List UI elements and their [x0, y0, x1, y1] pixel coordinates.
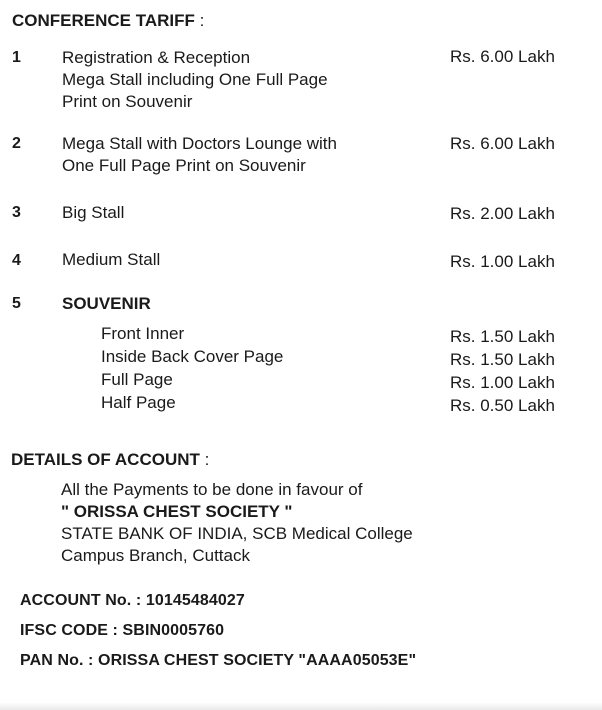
souvenir-number: 5: [12, 295, 21, 312]
account-number: ACCOUNT No. : 10145484027: [20, 592, 245, 609]
souvenir-row-price: Rs. 1.50 Lakh: [450, 327, 555, 346]
tariff-item-number: 1: [12, 49, 21, 66]
souvenir-row-price: Rs. 1.00 Lakh: [450, 373, 555, 392]
tariff-item-line: Mega Stall including One Full Page: [62, 70, 328, 89]
tariff-item-line: Registration & Reception: [62, 48, 251, 67]
tariff-heading-colon: :: [194, 11, 205, 30]
tariff-item-line: Medium Stall: [62, 250, 161, 269]
souvenir-row-label: Half Page: [101, 393, 176, 412]
tariff-item-line: Mega Stall with Doctors Lounge with: [62, 134, 337, 153]
tariff-item-price: Rs. 1.00 Lakh: [450, 252, 555, 271]
tariff-item-number: 3: [12, 204, 21, 221]
conference-tariff-heading: [12, 11, 204, 31]
payment-note: All the Payments to be done in favour of: [61, 480, 363, 499]
bank-line: STATE BANK OF INDIA, SCB Medical College: [61, 524, 413, 543]
souvenir-row-label: Front Inner: [101, 324, 185, 343]
account-heading-text: DETAILS OF ACCOUNT: [11, 450, 200, 469]
account-details-heading: [11, 450, 209, 470]
souvenir-row-label: Inside Back Cover Page: [101, 347, 284, 366]
tariff-item-number: 2: [12, 135, 21, 152]
tariff-item-description: [62, 202, 124, 224]
tariff-heading-text: CONFERENCE TARIFF: [12, 11, 195, 30]
tariff-item-price: Rs. 2.00 Lakh: [450, 204, 555, 223]
souvenir-row-price: Rs. 0.50 Lakh: [450, 396, 555, 415]
tariff-item-price: Rs. 6.00 Lakh: [450, 134, 555, 153]
tariff-item-description: [62, 133, 337, 177]
tariff-item-line: Big Stall: [62, 203, 125, 222]
tariff-item-line: Print on Souvenir: [62, 92, 193, 111]
bank-line: Campus Branch, Cuttack: [61, 546, 250, 565]
tariff-item-number: 4: [12, 252, 21, 269]
account-details-body: [61, 479, 413, 567]
tariff-item-description: [62, 47, 328, 113]
payee-name: " ORISSA CHEST SOCIETY ": [61, 502, 293, 521]
tariff-item-price: Rs. 6.00 Lakh: [450, 47, 555, 66]
ifsc-code: IFSC CODE : SBIN0005760: [20, 622, 225, 639]
souvenir-title: SOUVENIR: [62, 294, 151, 313]
page-bottom-edge: [0, 702, 602, 710]
account-heading-colon: :: [199, 450, 210, 469]
tariff-item-line: One Full Page Print on Souvenir: [62, 156, 306, 175]
pan-number: PAN No. : ORISSA CHEST SOCIETY "AAAA05053E": [20, 652, 417, 669]
tariff-item-description: [62, 249, 160, 271]
souvenir-row-price: Rs. 1.50 Lakh: [450, 350, 555, 369]
souvenir-row-label: Full Page: [101, 370, 173, 389]
